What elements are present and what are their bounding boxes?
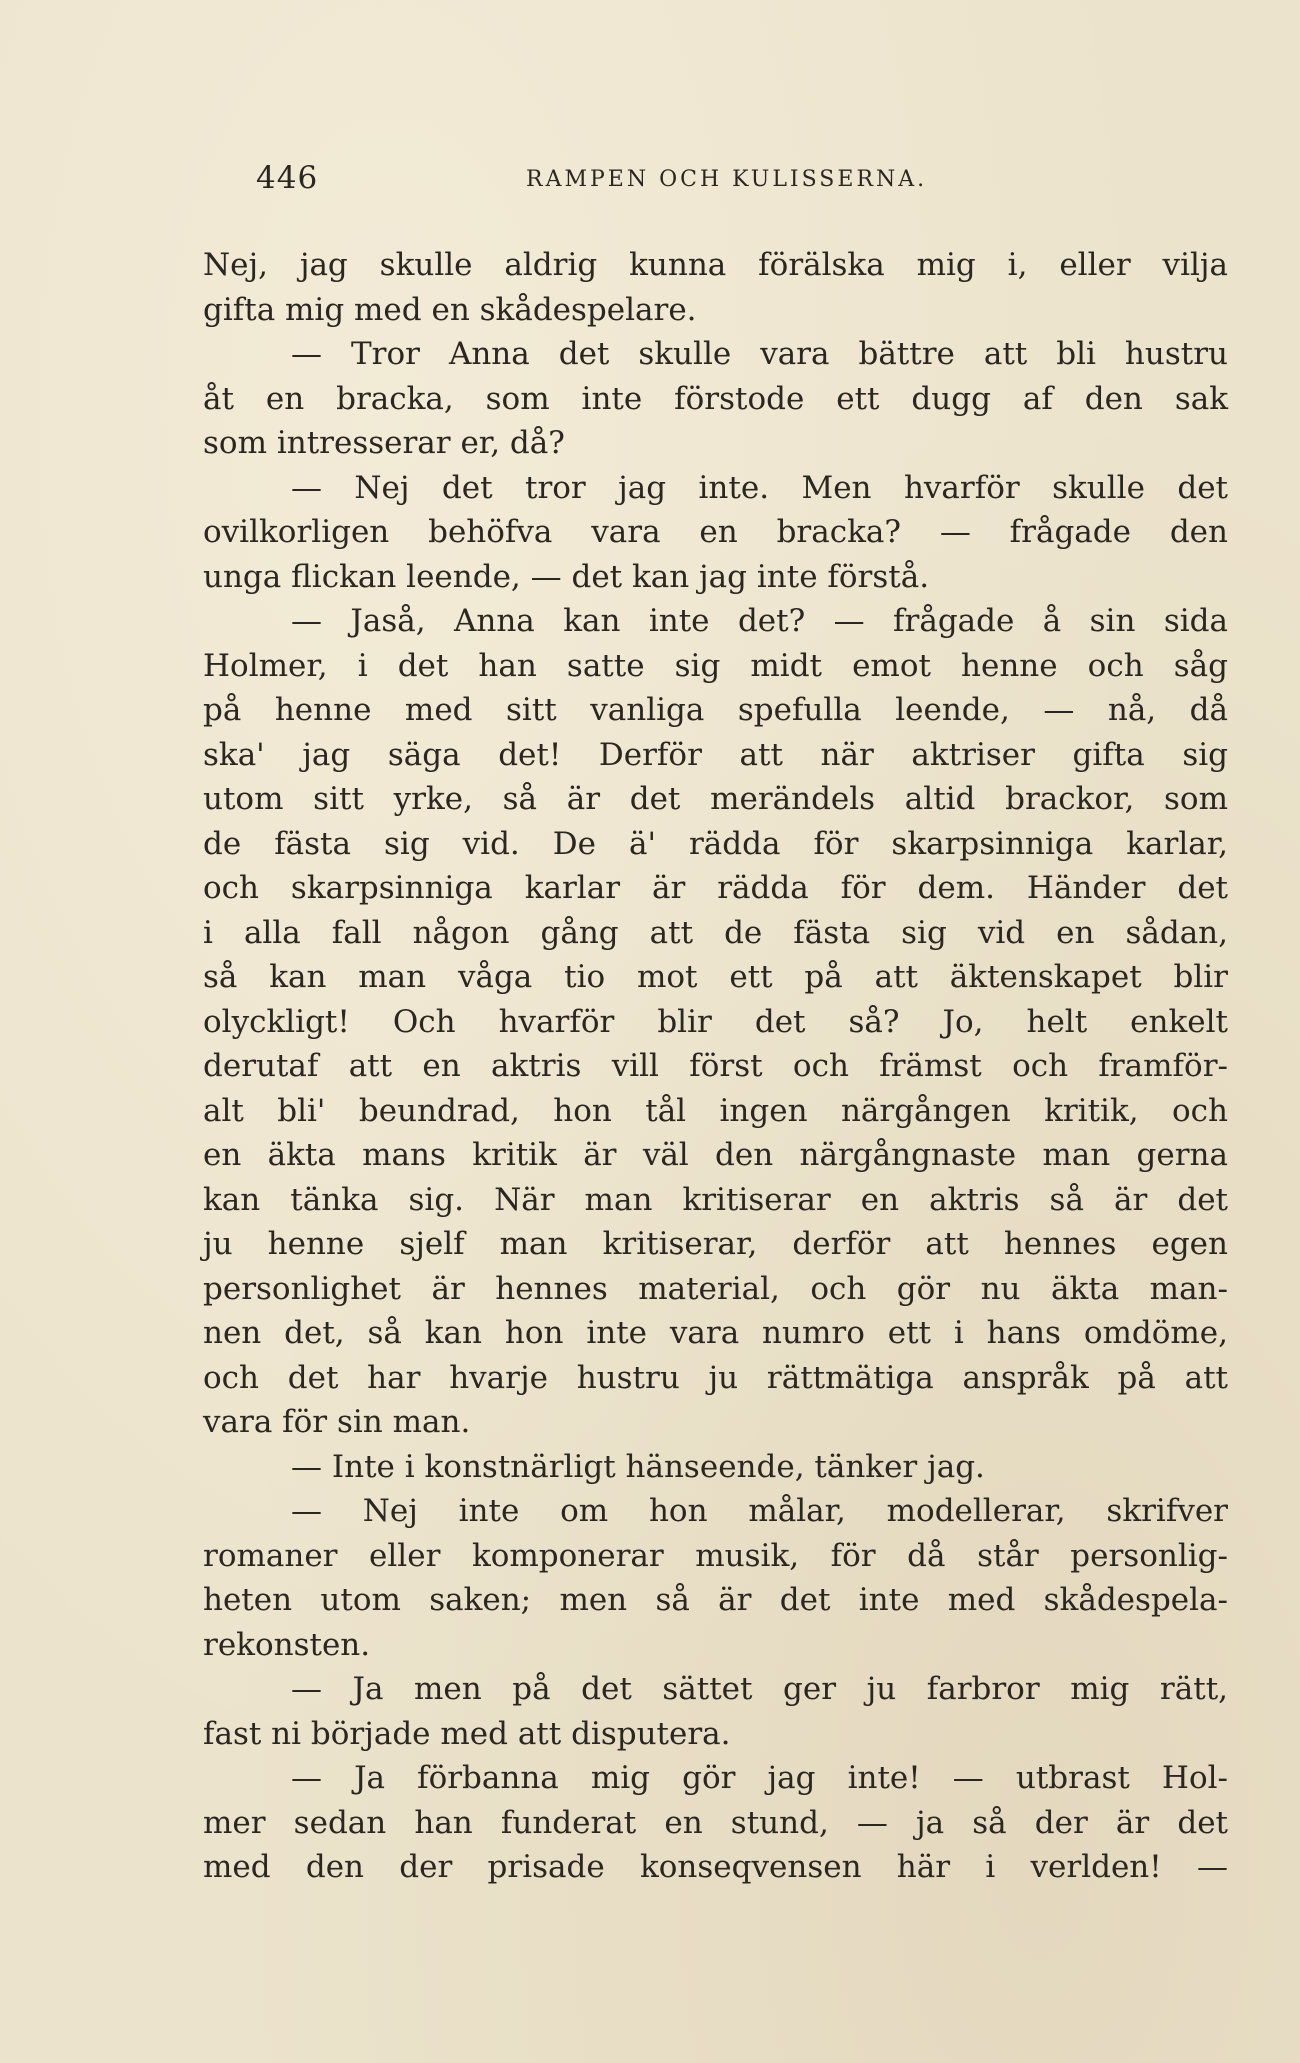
text-line: och skarpsinniga karlar är rädda för dem. Händer det [203, 870, 1228, 906]
text-line: åt en bracka, som inte förstode ett dugg af den sak [203, 380, 1228, 417]
text-line: i alla fall någon gång att de fästa sig vid en sådan, [203, 914, 1228, 951]
text-line: alt bli' beundrad, hon tål ingen närgången kritik, och [203, 1092, 1228, 1129]
page-number: 446 [256, 160, 319, 196]
text-line: ovilkorligen behöfva vara en bracka? — frågade den [203, 514, 1228, 550]
text-line: — Nej det tror jag inte. Men hvarför skulle det [291, 469, 1228, 506]
running-title: RAMPEN OCH KULISSERNA. [526, 167, 928, 192]
text-line: utom sitt yrke, så är det merändels altid brackor, som [203, 781, 1228, 817]
text-line: — Ja men på det sättet ger ju farbror mig rätt, [291, 1671, 1228, 1707]
text-line: personlighet är hennes material, och gör nu äkta man- [203, 1270, 1228, 1307]
text-line: kan tänka sig. När man kritiserar en aktris så är det [203, 1181, 1228, 1218]
text-line: Holmer, i det han satte sig midt emot henne och såg [203, 647, 1228, 684]
text-line: gifta mig med en skådespelare. [203, 291, 697, 328]
text-line: unga flickan leende, — det kan jag inte förstå. [203, 558, 930, 595]
text-line: — Nej inte om hon målar, modellerar, skrifver [291, 1493, 1228, 1529]
text-line: — Tror Anna det skulle vara bättre att bli hustru [291, 336, 1228, 372]
text-line: Nej, jag skulle aldrig kunna förälska mig i, eller vilja [203, 247, 1228, 283]
body-text [203, 243, 1228, 1890]
text-line: så kan man våga tio mot ett på att äktenskapet blir [203, 959, 1228, 995]
text-line: vara för sin man. [203, 1404, 471, 1440]
text-line: romaner eller komponerar musik, för då står personlig- [203, 1537, 1228, 1574]
text-line: på henne med sitt vanliga spefulla leende, — nå, då [203, 692, 1228, 728]
text-line: derutaf att en aktris vill först och främst och framför- [203, 1048, 1228, 1084]
text-line: heten utom saken; men så är det inte med skådespela- [203, 1582, 1228, 1618]
text-line: med den der prisade konseqvensen här i verlden! — [203, 1849, 1228, 1885]
text-line: de fästa sig vid. De ä' rädda för skarpsinniga karlar, [203, 825, 1228, 862]
text-line: ska' jag säga det! Derför att när aktriser gifta sig [203, 736, 1228, 773]
running-head [256, 160, 966, 200]
text-line: nen det, så kan hon inte vara numro ett i hans omdöme, [203, 1315, 1228, 1351]
text-line: mer sedan han funderat en stund, — ja så der är det [203, 1804, 1228, 1841]
text-line: en äkta mans kritik är väl den närgångnaste man gerna [203, 1137, 1228, 1173]
text-line: ju henne sjelf man kritiserar, derför att hennes egen [203, 1226, 1228, 1262]
text-line: — Ja förbanna mig gör jag inte! — utbrast Hol- [291, 1760, 1228, 1796]
text-line: fast ni började med att disputera. [203, 1715, 731, 1752]
text-line: — Jaså, Anna kan inte det? — frågade å sin sida [291, 603, 1228, 639]
text-line: och det har hvarje hustru ju rättmätiga anspråk på att [203, 1359, 1228, 1396]
text-line: som intresserar er, då? [203, 425, 565, 461]
text-line: rekonsten. [203, 1626, 371, 1663]
text-line: — Inte i konstnärligt hänseende, tänker jag. [291, 1448, 985, 1485]
text-line: olyckligt! Och hvarför blir det så? Jo, helt enkelt [203, 1003, 1228, 1040]
